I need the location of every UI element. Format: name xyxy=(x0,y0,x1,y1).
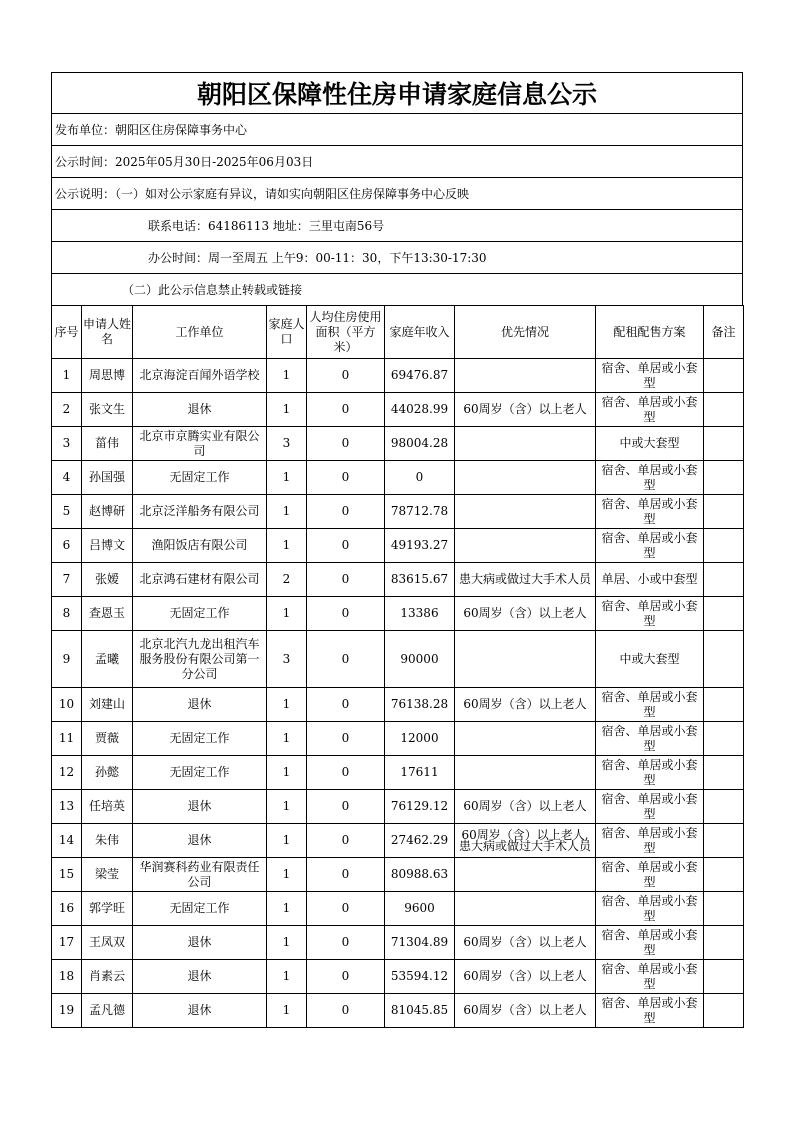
cell-members: 1 xyxy=(267,688,307,722)
table-row xyxy=(52,495,744,529)
cell-members: 1 xyxy=(267,495,307,529)
cell-remark xyxy=(704,359,744,393)
cell-remark xyxy=(704,926,744,960)
cell-no: 16 xyxy=(52,892,82,926)
cell-remark xyxy=(704,495,744,529)
col-header-area: 人均住房使用面积（平方米） xyxy=(307,306,385,359)
table-row xyxy=(52,824,744,858)
cell-members: 1 xyxy=(267,722,307,756)
cell-area: 0 xyxy=(307,994,385,1028)
cell-name: 郭学旺 xyxy=(82,892,133,926)
cell-plan: 宿舍、单居或小套型 xyxy=(596,722,704,756)
cell-members: 1 xyxy=(267,824,307,858)
cell-remark xyxy=(704,563,744,597)
table-row xyxy=(52,529,744,563)
col-header-remark: 备注 xyxy=(704,306,744,359)
cell-priority: 60周岁（含）以上老人 xyxy=(455,597,596,631)
cell-remark xyxy=(704,529,744,563)
cell-remark xyxy=(704,994,744,1028)
cell-employer: 无固定工作 xyxy=(133,461,267,495)
cell-employer: 退休 xyxy=(133,994,267,1028)
cell-name: 菑伟 xyxy=(82,427,133,461)
cell-plan: 宿舍、单居或小套型 xyxy=(596,529,704,563)
cell-priority xyxy=(455,631,596,688)
cell-remark xyxy=(704,393,744,427)
cell-plan: 宿舍、单居或小套型 xyxy=(596,393,704,427)
cell-members: 3 xyxy=(267,631,307,688)
cell-name: 肖素云 xyxy=(82,960,133,994)
cell-plan: 宿舍、单居或小套型 xyxy=(596,892,704,926)
cell-priority xyxy=(455,529,596,563)
cell-priority xyxy=(455,427,596,461)
office-hours-line: 办公时间：周一至周五 上午9：00-11：30，下午13:30-17:30 xyxy=(51,241,743,273)
cell-income: 27462.29 xyxy=(385,824,455,858)
cell-remark xyxy=(704,756,744,790)
table-row xyxy=(52,994,744,1028)
cell-employer: 北京市京腾实业有限公司 xyxy=(133,427,267,461)
cell-remark xyxy=(704,722,744,756)
cell-no: 4 xyxy=(52,461,82,495)
cell-income: 83615.67 xyxy=(385,563,455,597)
cell-income: 81045.85 xyxy=(385,994,455,1028)
cell-remark xyxy=(704,461,744,495)
cell-remark xyxy=(704,631,744,688)
note-line-2: （二）此公示信息禁止转载或链接 xyxy=(51,273,743,305)
table-row xyxy=(52,790,744,824)
cell-employer: 北京海淀百闻外语学校 xyxy=(133,359,267,393)
cell-income: 78712.78 xyxy=(385,495,455,529)
cell-income: 90000 xyxy=(385,631,455,688)
cell-employer: 无固定工作 xyxy=(133,597,267,631)
cell-employer: 北京鸿石建材有限公司 xyxy=(133,563,267,597)
cell-name: 贾薇 xyxy=(82,722,133,756)
cell-area: 0 xyxy=(307,790,385,824)
table-row xyxy=(52,393,744,427)
cell-income: 76138.28 xyxy=(385,688,455,722)
cell-area: 0 xyxy=(307,461,385,495)
publisher-line: 发布单位：朝阳区住房保障事务中心 xyxy=(51,113,743,145)
cell-no: 11 xyxy=(52,722,82,756)
col-header-name: 申请人姓名 xyxy=(82,306,133,359)
cell-income: 53594.12 xyxy=(385,960,455,994)
cell-priority xyxy=(455,722,596,756)
cell-no: 6 xyxy=(52,529,82,563)
table-row xyxy=(52,892,744,926)
cell-employer: 退休 xyxy=(133,393,267,427)
cell-priority xyxy=(455,756,596,790)
cell-plan: 宿舍、单居或小套型 xyxy=(596,994,704,1028)
cell-no: 5 xyxy=(52,495,82,529)
cell-income: 13386 xyxy=(385,597,455,631)
cell-members: 1 xyxy=(267,926,307,960)
cell-priority: 60周岁（含）以上老人,患大病或做过大手术人员 xyxy=(455,824,596,858)
table-row xyxy=(52,688,744,722)
cell-remark xyxy=(704,790,744,824)
cell-employer: 北京北汽九龙出租汽车服务股份有限公司第一分公司 xyxy=(133,631,267,688)
cell-no: 18 xyxy=(52,960,82,994)
cell-employer: 退休 xyxy=(133,926,267,960)
cell-members: 1 xyxy=(267,892,307,926)
cell-income: 98004.28 xyxy=(385,427,455,461)
table-row xyxy=(52,427,744,461)
cell-no: 3 xyxy=(52,427,82,461)
cell-plan: 宿舍、单居或小套型 xyxy=(596,790,704,824)
cell-income: 12000 xyxy=(385,722,455,756)
cell-name: 梁莹 xyxy=(82,858,133,892)
cell-priority xyxy=(455,359,596,393)
cell-employer: 北京泛洋船务有限公司 xyxy=(133,495,267,529)
cell-plan: 宿舍、单居或小套型 xyxy=(596,858,704,892)
cell-priority: 60周岁（含）以上老人 xyxy=(455,688,596,722)
cell-plan: 宿舍、单居或小套型 xyxy=(596,960,704,994)
cell-no: 14 xyxy=(52,824,82,858)
cell-no: 17 xyxy=(52,926,82,960)
cell-plan: 宿舍、单居或小套型 xyxy=(596,495,704,529)
cell-income: 17611 xyxy=(385,756,455,790)
cell-no: 1 xyxy=(52,359,82,393)
cell-plan: 宿舍、单居或小套型 xyxy=(596,756,704,790)
cell-employer: 渔阳饭店有限公司 xyxy=(133,529,267,563)
cell-name: 周思博 xyxy=(82,359,133,393)
cell-priority: 60周岁（含）以上老人 xyxy=(455,960,596,994)
cell-no: 13 xyxy=(52,790,82,824)
col-header-priority: 优先情况 xyxy=(455,306,596,359)
cell-name: 任培英 xyxy=(82,790,133,824)
cell-name: 张嫒 xyxy=(82,563,133,597)
table-row xyxy=(52,563,744,597)
cell-members: 1 xyxy=(267,461,307,495)
period-line: 公示时间：2025年05月30日-2025年06月03日 xyxy=(51,145,743,177)
cell-area: 0 xyxy=(307,688,385,722)
cell-no: 10 xyxy=(52,688,82,722)
cell-plan: 宿舍、单居或小套型 xyxy=(596,926,704,960)
col-header-no: 序号 xyxy=(52,306,82,359)
cell-area: 0 xyxy=(307,495,385,529)
applicant-table xyxy=(51,305,744,1028)
page-title: 朝阳区保障性住房申请家庭信息公示 xyxy=(51,72,743,113)
table-row xyxy=(52,631,744,688)
cell-no: 12 xyxy=(52,756,82,790)
cell-members: 1 xyxy=(267,994,307,1028)
cell-priority xyxy=(455,495,596,529)
cell-name: 赵博研 xyxy=(82,495,133,529)
cell-area: 0 xyxy=(307,926,385,960)
table-row xyxy=(52,926,744,960)
table-row xyxy=(52,722,744,756)
cell-name: 孙国强 xyxy=(82,461,133,495)
cell-priority: 患大病或做过大手术人员 xyxy=(455,563,596,597)
cell-remark xyxy=(704,892,744,926)
cell-employer: 无固定工作 xyxy=(133,756,267,790)
cell-name: 查恩玉 xyxy=(82,597,133,631)
cell-remark xyxy=(704,688,744,722)
cell-area: 0 xyxy=(307,824,385,858)
cell-priority: 60周岁（含）以上老人 xyxy=(455,926,596,960)
cell-employer: 退休 xyxy=(133,960,267,994)
cell-name: 王凤双 xyxy=(82,926,133,960)
cell-name: 张文生 xyxy=(82,393,133,427)
cell-income: 71304.89 xyxy=(385,926,455,960)
cell-members: 1 xyxy=(267,858,307,892)
cell-priority xyxy=(455,858,596,892)
cell-no: 15 xyxy=(52,858,82,892)
cell-members: 3 xyxy=(267,427,307,461)
col-header-income: 家庭年收入 xyxy=(385,306,455,359)
cell-priority: 60周岁（含）以上老人 xyxy=(455,994,596,1028)
cell-members: 1 xyxy=(267,393,307,427)
cell-income: 9600 xyxy=(385,892,455,926)
cell-area: 0 xyxy=(307,427,385,461)
cell-priority xyxy=(455,892,596,926)
cell-area: 0 xyxy=(307,756,385,790)
cell-income: 44028.99 xyxy=(385,393,455,427)
col-header-plan: 配租配售方案 xyxy=(596,306,704,359)
cell-name: 刘建山 xyxy=(82,688,133,722)
cell-name: 朱伟 xyxy=(82,824,133,858)
cell-members: 1 xyxy=(267,756,307,790)
cell-plan: 单居、小或中套型 xyxy=(596,563,704,597)
cell-name: 孟凡德 xyxy=(82,994,133,1028)
cell-members: 1 xyxy=(267,960,307,994)
cell-priority xyxy=(455,461,596,495)
cell-remark xyxy=(704,824,744,858)
table-row xyxy=(52,858,744,892)
cell-income: 80988.63 xyxy=(385,858,455,892)
cell-plan: 宿舍、单居或小套型 xyxy=(596,461,704,495)
cell-no: 8 xyxy=(52,597,82,631)
cell-no: 19 xyxy=(52,994,82,1028)
cell-priority: 60周岁（含）以上老人 xyxy=(455,790,596,824)
cell-income: 49193.27 xyxy=(385,529,455,563)
cell-remark xyxy=(704,858,744,892)
table-row xyxy=(52,756,744,790)
cell-plan: 宿舍、单居或小套型 xyxy=(596,359,704,393)
cell-remark xyxy=(704,960,744,994)
cell-area: 0 xyxy=(307,597,385,631)
cell-members: 1 xyxy=(267,529,307,563)
cell-employer: 无固定工作 xyxy=(133,722,267,756)
cell-members: 2 xyxy=(267,563,307,597)
table-row xyxy=(52,960,744,994)
col-header-employer: 工作单位 xyxy=(133,306,267,359)
cell-no: 9 xyxy=(52,631,82,688)
cell-members: 1 xyxy=(267,597,307,631)
cell-plan: 宿舍、单居或小套型 xyxy=(596,824,704,858)
cell-area: 0 xyxy=(307,563,385,597)
cell-priority: 60周岁（含）以上老人 xyxy=(455,393,596,427)
cell-name: 吕博文 xyxy=(82,529,133,563)
notice-sheet xyxy=(51,72,743,1028)
cell-area: 0 xyxy=(307,960,385,994)
cell-members: 1 xyxy=(267,790,307,824)
cell-income: 0 xyxy=(385,461,455,495)
cell-no: 2 xyxy=(52,393,82,427)
cell-name: 孟曦 xyxy=(82,631,133,688)
cell-employer: 华润赛科药业有限责任公司 xyxy=(133,858,267,892)
cell-area: 0 xyxy=(307,393,385,427)
cell-members: 1 xyxy=(267,359,307,393)
table-row xyxy=(52,359,744,393)
cell-area: 0 xyxy=(307,631,385,688)
cell-employer: 退休 xyxy=(133,824,267,858)
cell-income: 69476.87 xyxy=(385,359,455,393)
cell-remark xyxy=(704,597,744,631)
cell-name: 孙懿 xyxy=(82,756,133,790)
table-header-row xyxy=(52,306,744,359)
contact-line: 联系电话：64186113 地址：三里屯南56号 xyxy=(51,209,743,241)
table-row xyxy=(52,461,744,495)
cell-area: 0 xyxy=(307,529,385,563)
cell-plan: 宿舍、单居或小套型 xyxy=(596,597,704,631)
note-line-1: 公示说明：（一）如对公示家庭有异议，请如实向朝阳区住房保障事务中心反映 xyxy=(51,177,743,209)
cell-remark xyxy=(704,427,744,461)
table-row xyxy=(52,597,744,631)
cell-employer: 退休 xyxy=(133,790,267,824)
cell-income: 76129.12 xyxy=(385,790,455,824)
cell-area: 0 xyxy=(307,858,385,892)
cell-area: 0 xyxy=(307,359,385,393)
cell-area: 0 xyxy=(307,722,385,756)
cell-plan: 中或大套型 xyxy=(596,631,704,688)
cell-plan: 中或大套型 xyxy=(596,427,704,461)
cell-employer: 退休 xyxy=(133,688,267,722)
cell-plan: 宿舍、单居或小套型 xyxy=(596,688,704,722)
col-header-members: 家庭人口 xyxy=(267,306,307,359)
cell-area: 0 xyxy=(307,892,385,926)
cell-employer: 无固定工作 xyxy=(133,892,267,926)
cell-no: 7 xyxy=(52,563,82,597)
